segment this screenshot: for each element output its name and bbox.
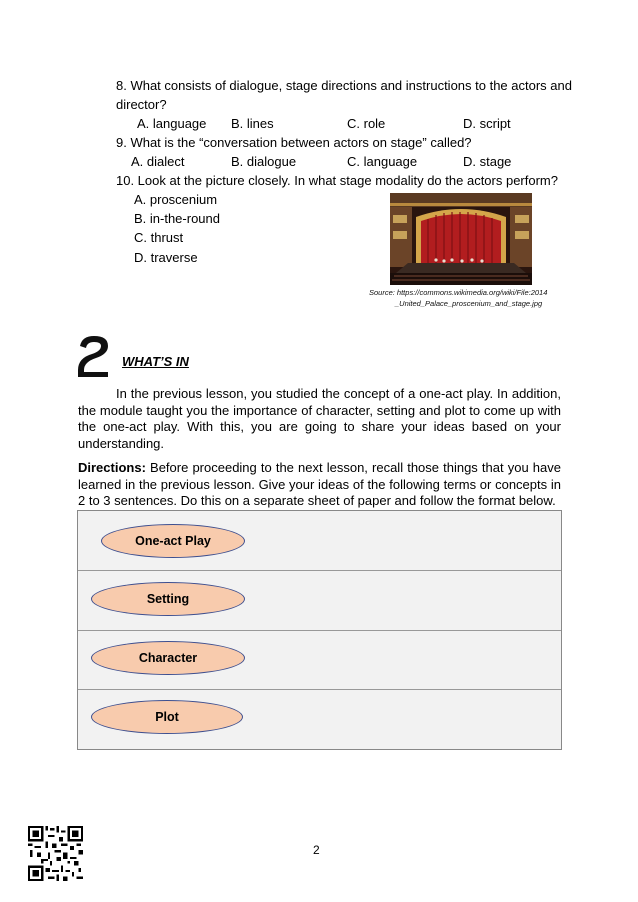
q10-option-b: B. in-the-round: [134, 211, 220, 226]
q9-option-c: C. language: [347, 154, 418, 169]
table-row: [78, 689, 561, 749]
image-source-line2: _United_Palace_proscenium_and_stage.jpg: [395, 299, 543, 308]
table-row: [78, 630, 561, 690]
question-8-line1: 8. What consists of dialogue, stage directions and instructions to the actors and: [116, 78, 572, 93]
theater-stage-photo: [390, 193, 532, 285]
table-row: [78, 570, 561, 630]
q10-option-a: A. proscenium: [134, 192, 218, 207]
directions-text: Before proceeding to the next lesson, recall those things that you have learned in the previous lesson. Give your ideas of the following terms or concepts in 2 to 3 sentences. Do this on a separate sheet of paper and follow the format below.: [78, 460, 561, 508]
directions-label: Directions:: [78, 460, 146, 475]
q9-option-a: A. dialect: [131, 154, 185, 169]
directions-paragraph: [78, 460, 561, 510]
term-pill-setting: Setting: [91, 582, 245, 616]
q10-option-d: D. traverse: [134, 250, 198, 265]
term-pill-one-act-play: One-act Play: [101, 524, 245, 558]
question-9: 9. What is the “conversation between actors on stage” called?: [116, 135, 472, 150]
question-10: 10. Look at the picture closely. In what stage modality do the actors perform?: [116, 173, 558, 188]
terms-table: [77, 510, 562, 750]
intro-paragraph: In the previous lesson, you studied the concept of a one-act play. In addition, the module taught you the importance of character, setting and plot to come up with the one-act play. With this, you are going to share your ideas based on your understanding.: [78, 386, 561, 451]
number-2-icon: [76, 334, 112, 378]
q10-option-c: C. thrust: [134, 230, 184, 245]
term-pill-plot: Plot: [91, 700, 243, 734]
page-number: 2: [313, 843, 320, 857]
question-8-line2: director?: [116, 97, 167, 112]
section-title: WHAT’S IN: [122, 354, 189, 369]
table-row: [78, 511, 561, 570]
q8-option-a: A. language: [137, 116, 207, 131]
q8-option-b: B. lines: [231, 116, 274, 131]
q8-option-c: C. role: [347, 116, 386, 131]
image-source-line1: Source: https://commons.wikimedia.org/wiki/File:2014: [369, 288, 548, 297]
q8-option-d: D. script: [463, 116, 511, 131]
term-pill-character: Character: [91, 641, 245, 675]
q9-option-b: B. dialogue: [231, 154, 297, 169]
qr-code: [28, 826, 83, 881]
q9-option-d: D. stage: [463, 154, 512, 169]
